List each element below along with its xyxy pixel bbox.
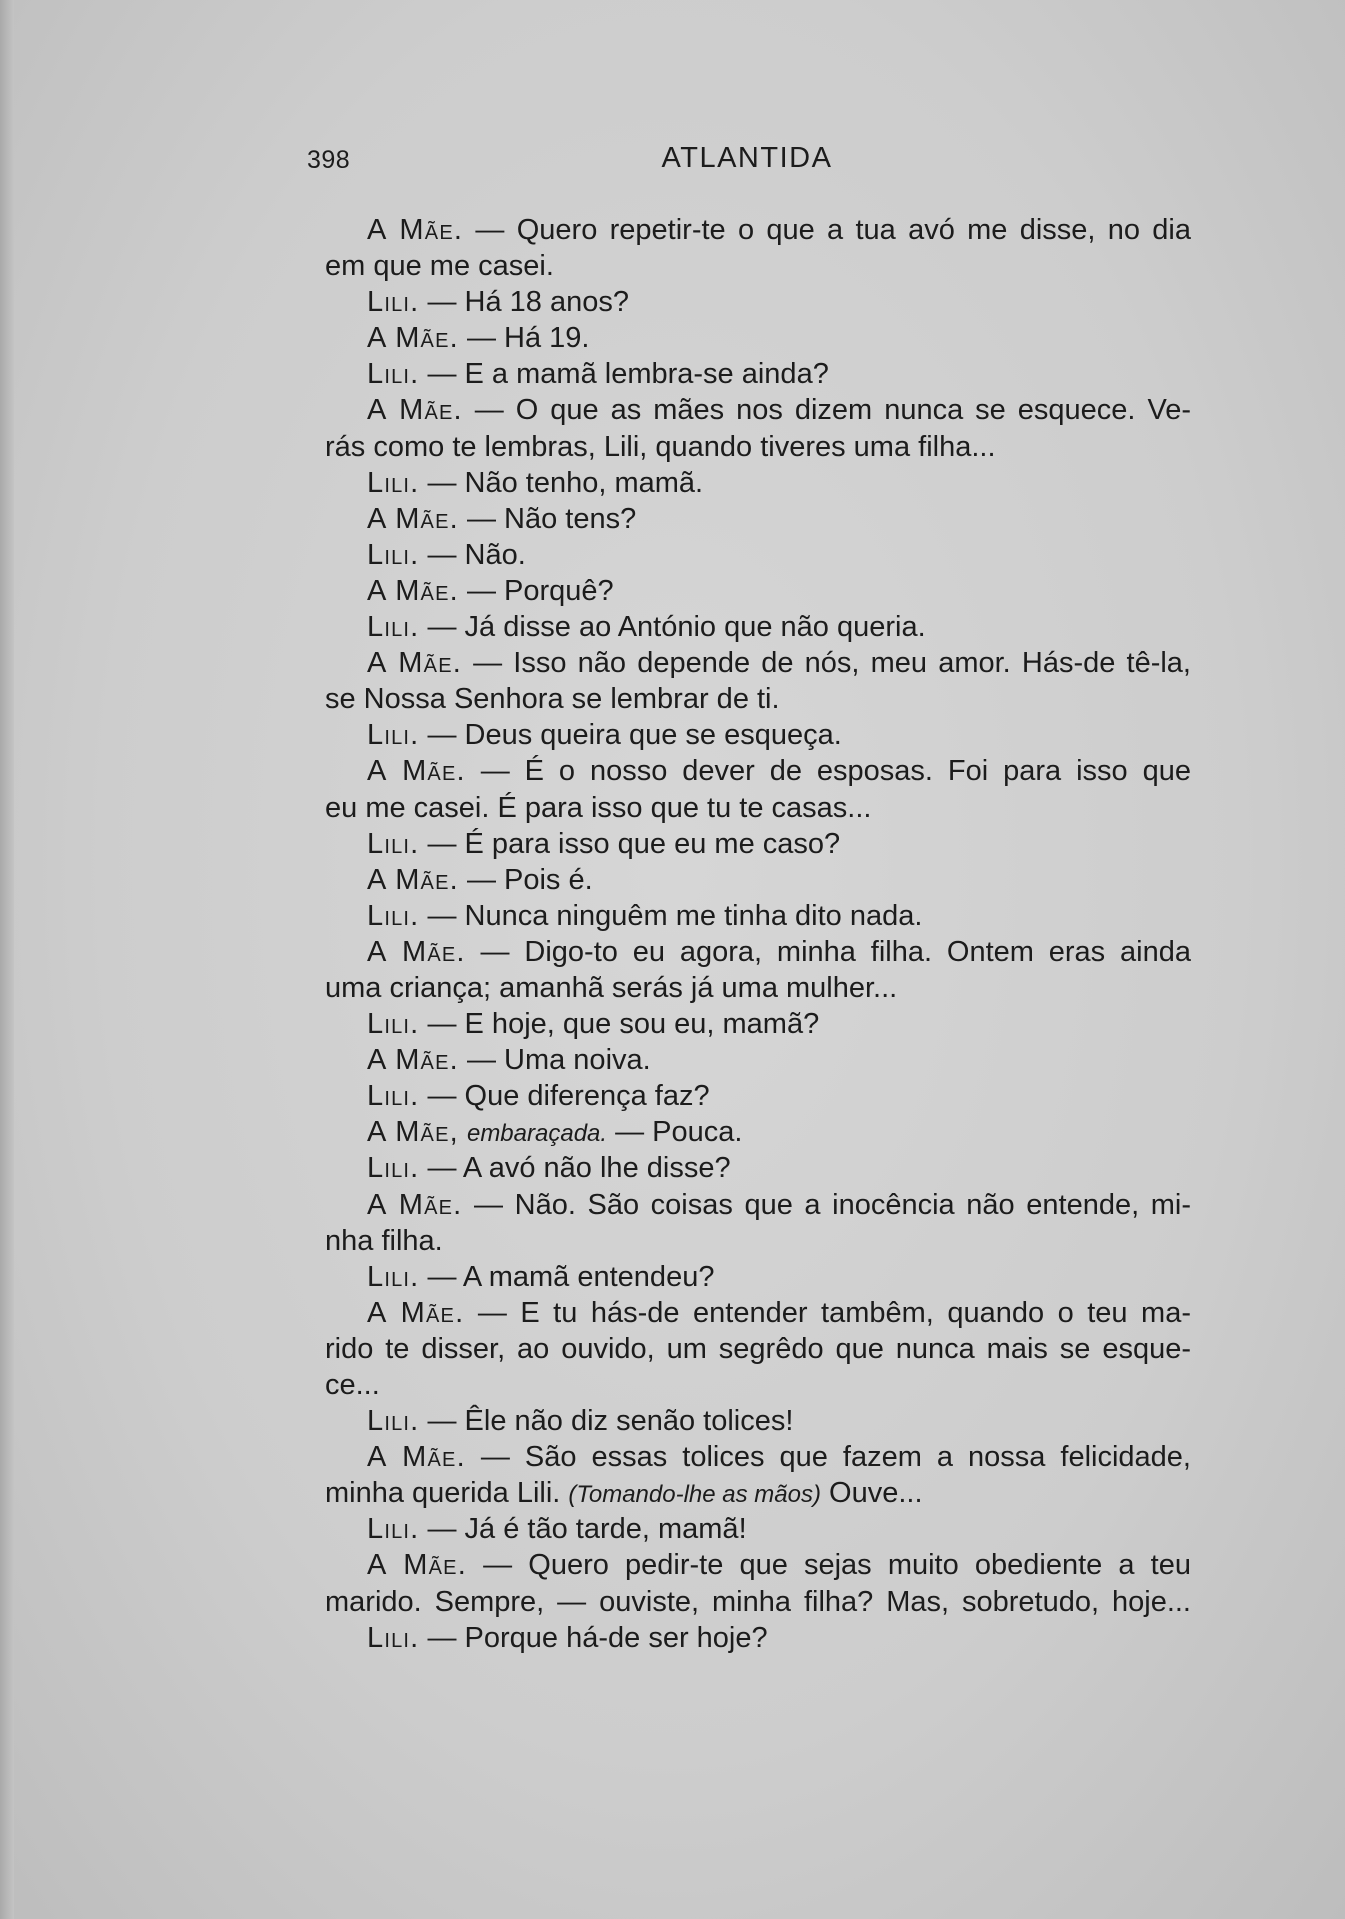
text-line bbox=[325, 1584, 1191, 1620]
text-line bbox=[325, 1150, 1191, 1186]
speaker-name: Lili. bbox=[367, 538, 420, 571]
speech-text: se Nossa Senhora se lembrar de ti. bbox=[325, 683, 780, 716]
speech-text: nha filha. bbox=[325, 1224, 443, 1257]
speaker-name: Lili. bbox=[367, 1405, 420, 1438]
speech-text: — Não. bbox=[419, 538, 526, 571]
speech-text: — E a mamã lembra-se ainda? bbox=[419, 358, 829, 391]
speech-text: — Não tens? bbox=[458, 502, 637, 535]
text-line bbox=[325, 1078, 1191, 1114]
page-number: 398 bbox=[307, 146, 351, 174]
speech-text: — Há 18 anos? bbox=[419, 286, 629, 319]
text-line bbox=[325, 1259, 1191, 1295]
text-line bbox=[325, 573, 1191, 609]
text-line bbox=[325, 934, 1191, 970]
text-line bbox=[325, 1331, 1191, 1367]
speech-text: marido. Sempre, — ouviste, minha filha? Mas, sobretudo, hoje... bbox=[325, 1585, 1191, 1618]
text-line bbox=[325, 501, 1191, 537]
speech-text: — A avó não lhe disse? bbox=[419, 1152, 731, 1185]
speech-text bbox=[459, 1116, 467, 1148]
text-line bbox=[325, 1511, 1191, 1547]
speaker-name: Lili. bbox=[367, 899, 420, 932]
speaker-name: A Mãe. bbox=[367, 1044, 459, 1077]
text-line bbox=[325, 465, 1191, 501]
speech-text: — Nunca ninguêm me tinha dito nada. bbox=[419, 899, 923, 932]
speech-text: — Uma noiva. bbox=[458, 1044, 651, 1077]
speaker-name: Lili. bbox=[367, 286, 420, 319]
speech-text: — É para isso que eu me caso? bbox=[419, 827, 841, 860]
text-line bbox=[325, 790, 1191, 826]
speaker-name: Lili. bbox=[367, 358, 420, 391]
text-line bbox=[325, 609, 1191, 645]
speaker-name: A Mãe. bbox=[367, 1296, 465, 1329]
speaker-name: A Mãe. bbox=[367, 647, 462, 680]
speech-text: — Êle não diz senão tolices! bbox=[419, 1405, 794, 1438]
text-line bbox=[325, 898, 1191, 934]
speech-text: — Porquê? bbox=[458, 574, 614, 607]
text-line bbox=[325, 681, 1191, 717]
speaker-name: Lili. bbox=[367, 1621, 420, 1654]
text-line bbox=[325, 1223, 1191, 1259]
speech-text: — Pouca. bbox=[607, 1116, 743, 1149]
speaker-name: A Mãe. bbox=[367, 935, 466, 968]
text-line bbox=[325, 826, 1191, 862]
speech-text: uma criança; amanhã serás já uma mulher... bbox=[325, 971, 898, 1004]
text-line bbox=[325, 1439, 1191, 1475]
speaker-name: Lili. bbox=[367, 1152, 420, 1185]
speech-text: — Já é tão tarde, mamã! bbox=[419, 1513, 747, 1546]
speech-text: ce... bbox=[325, 1369, 380, 1401]
speech-text: — E tu hás-de entender tambêm, quando o teu ma- bbox=[464, 1296, 1191, 1329]
speech-text: — A mamã entendeu? bbox=[419, 1260, 715, 1293]
stage-direction: (Tomando-lhe as mãos) bbox=[568, 1481, 821, 1509]
text-line bbox=[325, 320, 1191, 356]
speaker-name: A Mãe. bbox=[367, 502, 459, 535]
speech-text: rás como te lembras, Lili, quando tiveres uma filha... bbox=[325, 430, 996, 463]
speech-text: em que me casei. bbox=[325, 250, 554, 283]
text-line bbox=[325, 753, 1191, 789]
speaker-name: A Mãe. bbox=[367, 1441, 466, 1474]
speech-text: — Não tenho, mamã. bbox=[419, 466, 704, 499]
speaker-name: Lili. bbox=[367, 1008, 420, 1041]
speech-text: — Digo-to eu agora, minha filha. Ontem eras ainda bbox=[465, 935, 1191, 968]
text-line bbox=[325, 1006, 1191, 1042]
speaker-name: A Mãe. bbox=[367, 755, 466, 788]
text-line bbox=[325, 392, 1191, 428]
speaker-name: Lili. bbox=[367, 719, 420, 752]
speech-text: — Já disse ao António que não queria. bbox=[419, 611, 926, 644]
speech-text: — O que as mães nos dizem nunca se esquece. Ve- bbox=[462, 394, 1191, 427]
speech-text: — É o nosso dever de esposas. Foi para isso que bbox=[465, 755, 1191, 788]
page-edge bbox=[0, 0, 14, 1919]
text-line bbox=[325, 248, 1191, 284]
text-line bbox=[325, 1547, 1191, 1583]
speech-text: — Não. São coisas que a inocência não entende, mi- bbox=[462, 1188, 1191, 1221]
text-line bbox=[325, 356, 1191, 392]
text-line bbox=[325, 1295, 1191, 1331]
speech-text: — Pois é. bbox=[458, 863, 593, 896]
text-line bbox=[325, 717, 1191, 753]
text-line bbox=[325, 862, 1191, 898]
speech-text: eu me casei. É para isso que tu te casas... bbox=[325, 791, 872, 824]
dialogue-text bbox=[325, 212, 1191, 1656]
speaker-name: Lili. bbox=[367, 1080, 420, 1113]
text-line bbox=[325, 212, 1191, 248]
speech-text: rido te disser, ao ouvido, um segrêdo que nunca mais se esque- bbox=[325, 1332, 1191, 1365]
text-line bbox=[325, 1475, 1191, 1511]
speaker-name: A Mãe. bbox=[367, 1188, 463, 1221]
speech-text: — E hoje, que sou eu, mamã? bbox=[419, 1008, 820, 1041]
text-line bbox=[325, 1620, 1191, 1656]
text-line bbox=[325, 429, 1191, 465]
speaker-name: Lili. bbox=[367, 466, 420, 499]
text-line bbox=[325, 1114, 1191, 1150]
running-title: ATLANTIDA bbox=[661, 142, 833, 174]
speech-text: — Deus queira que se esqueça. bbox=[419, 719, 842, 752]
speech-text: — Porque há-de ser hoje? bbox=[419, 1621, 768, 1654]
text-line bbox=[325, 284, 1191, 320]
speaker-name: A Mãe. bbox=[367, 394, 463, 427]
speaker-name: A Mãe, bbox=[367, 1116, 459, 1149]
speaker-name: Lili. bbox=[367, 611, 420, 644]
text-line bbox=[325, 1187, 1191, 1223]
page-header bbox=[307, 142, 1187, 182]
speech-text: Ouve... bbox=[820, 1477, 923, 1510]
speaker-name: A Mãe. bbox=[367, 214, 464, 246]
speaker-name: Lili. bbox=[367, 1513, 420, 1546]
speech-text: — Que diferença faz? bbox=[419, 1080, 710, 1113]
speaker-name: A Mãe. bbox=[367, 322, 459, 355]
text-line bbox=[325, 1403, 1191, 1439]
text-line bbox=[325, 1367, 1191, 1403]
speaker-name: A Mãe. bbox=[367, 863, 459, 896]
speech-text: minha querida Lili. bbox=[325, 1477, 569, 1510]
text-line bbox=[325, 970, 1191, 1006]
speaker-name: A Mãe. bbox=[367, 1549, 467, 1582]
speech-text: — São essas tolices que fazem a nossa felicidade, bbox=[465, 1441, 1191, 1474]
text-line bbox=[325, 645, 1191, 681]
speech-text: — Isso não depende de nós, meu amor. Hás-de tê-la, bbox=[462, 647, 1191, 680]
text-line bbox=[325, 537, 1191, 573]
speaker-name: A Mãe. bbox=[367, 574, 459, 607]
speaker-name: Lili. bbox=[367, 827, 420, 860]
speech-text: — Há 19. bbox=[458, 322, 590, 355]
speech-text: — Quero pedir-te que sejas muito obediente a teu bbox=[466, 1549, 1191, 1582]
speaker-name: Lili. bbox=[367, 1260, 420, 1293]
stage-direction: embaraçada. bbox=[466, 1120, 608, 1148]
speech-text: — Quero repetir-te o que a tua avó me disse, no dia bbox=[463, 214, 1191, 246]
text-line bbox=[325, 1042, 1191, 1078]
